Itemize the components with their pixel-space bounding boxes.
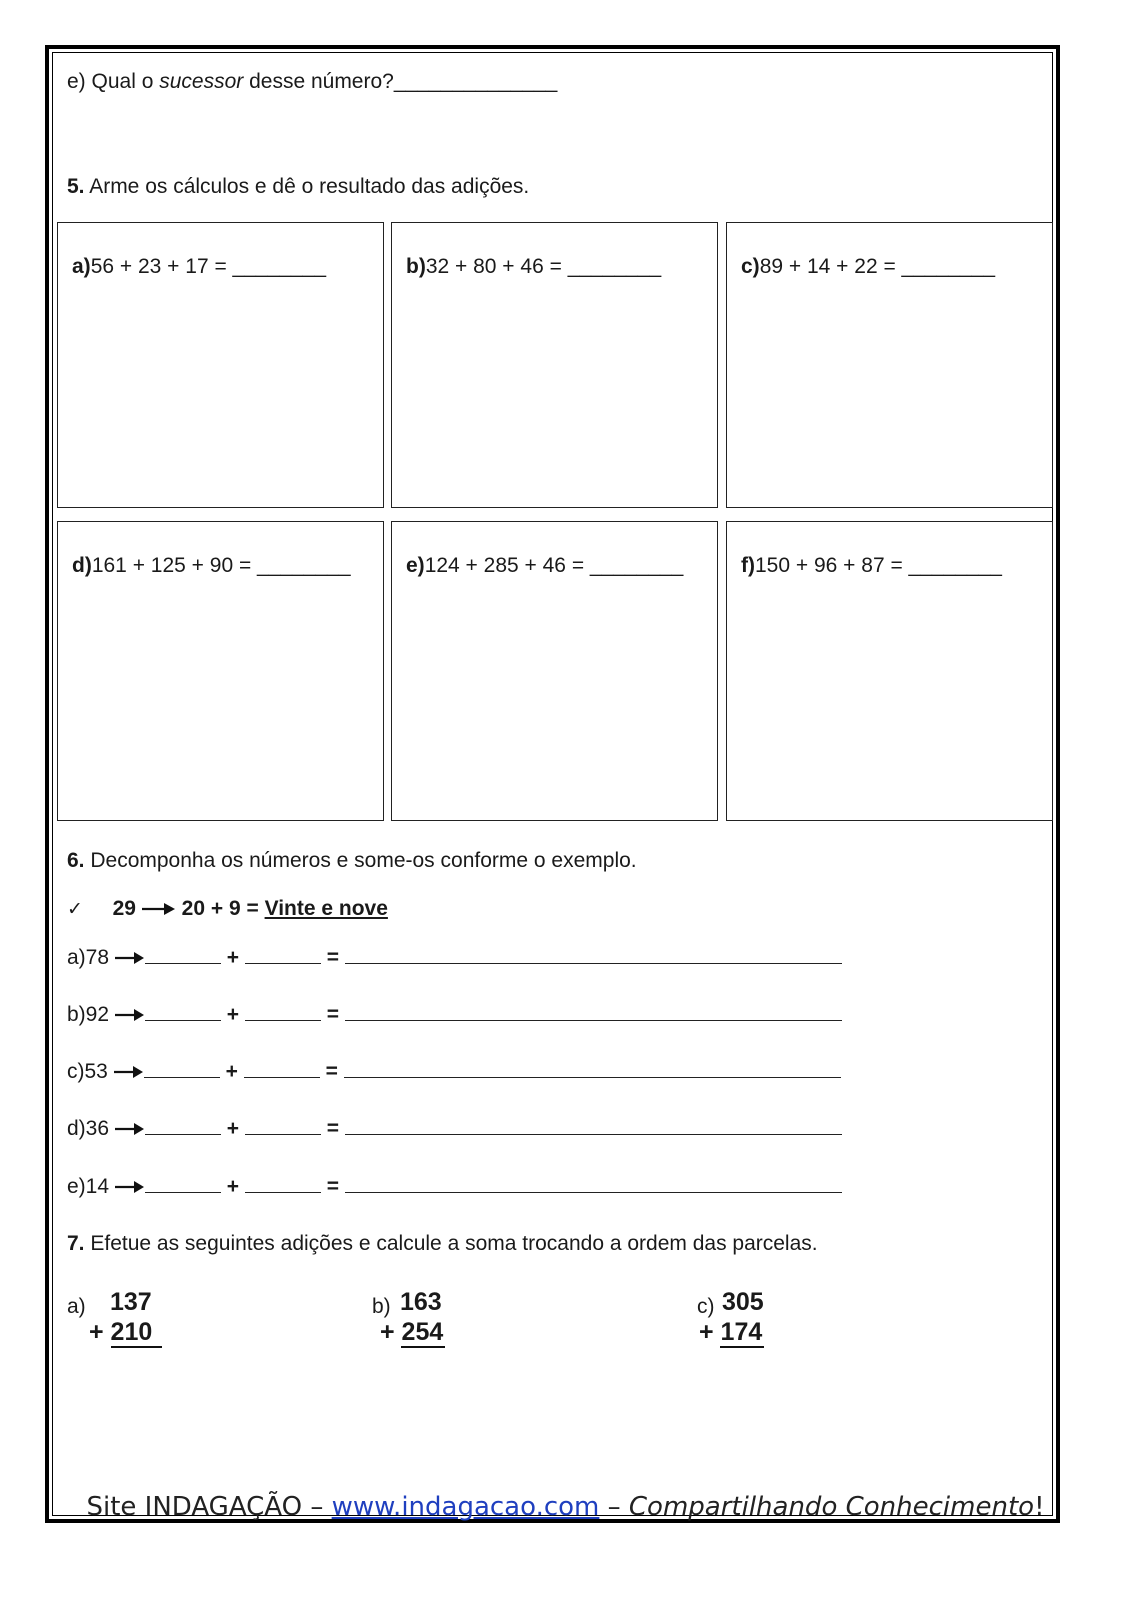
- q7-text: Efetue as seguintes adições e calcule a soma trocando a ordem das parcelas.: [84, 1232, 818, 1255]
- checkmark-icon: ✓: [67, 898, 83, 920]
- tens-blank[interactable]: [145, 1191, 221, 1193]
- q7-number: 7.: [67, 1232, 85, 1255]
- calc-letter: b): [406, 255, 426, 278]
- sum-line: [401, 1346, 445, 1348]
- arrow-right-icon: [115, 951, 145, 965]
- addend-bottom: + 210: [89, 1318, 153, 1346]
- q6-text: Decomponha os números e some-os conforme o exemplo.: [84, 849, 637, 872]
- calc-letter: f): [741, 554, 755, 577]
- calc-letter: a): [72, 255, 91, 278]
- arrow-right-icon: [115, 1008, 145, 1022]
- calc-letter: e): [406, 554, 425, 577]
- calc-box-a: [57, 222, 384, 508]
- addend-bottom: + 174: [699, 1318, 763, 1346]
- equals-sign: =: [326, 1117, 339, 1140]
- equals-sign: =: [325, 1060, 338, 1083]
- footer-dash: –: [599, 1492, 629, 1522]
- q4e-italic: sucessor: [159, 70, 244, 93]
- calc-box-label: [72, 554, 351, 578]
- equals-sign: =: [326, 946, 339, 969]
- q7-letter-b: b): [372, 1295, 391, 1318]
- decomposition-row: [67, 1118, 842, 1139]
- row-label: b)92: [67, 1003, 110, 1026]
- q7-letter-a: a): [67, 1295, 86, 1318]
- calc-letter: d): [72, 554, 92, 577]
- calc-box-e: [391, 521, 718, 821]
- question-4e: [67, 71, 557, 92]
- decomposition-row: [67, 947, 842, 968]
- calc-expression: 89 + 14 + 22 = ________: [759, 255, 995, 278]
- q4e-suffix: desse número?______________: [243, 70, 558, 93]
- question-5-title: [67, 176, 529, 197]
- decomposition-row: [67, 1176, 842, 1197]
- units-blank[interactable]: [244, 1076, 320, 1078]
- plus-sign: +: [226, 1003, 239, 1026]
- calc-box-label: [741, 554, 1002, 578]
- footer-end: !: [1034, 1492, 1045, 1522]
- q7-a-top: 137: [110, 1288, 152, 1316]
- words-blank[interactable]: [344, 1076, 841, 1078]
- calc-box-label: [406, 554, 683, 578]
- q7-b-top: 163: [400, 1288, 442, 1316]
- calc-letter: c): [741, 255, 760, 278]
- calc-box-label: [741, 255, 995, 279]
- q7-letter-c: c): [697, 1295, 715, 1318]
- q5-number: 5.: [67, 175, 85, 198]
- example-words: Vinte e nove: [264, 897, 388, 920]
- units-blank[interactable]: [245, 1019, 321, 1021]
- tens-blank[interactable]: [145, 962, 221, 964]
- footer-link[interactable]: www.indagacao.com: [331, 1492, 600, 1522]
- example-decomposition: 20 + 9 =: [181, 897, 259, 920]
- q7-c-top: 305: [722, 1288, 764, 1316]
- decomposition-row: [67, 1061, 841, 1082]
- footer-site: Site INDAGAÇÃO –: [86, 1492, 332, 1522]
- calc-box-b: [391, 222, 718, 508]
- words-blank[interactable]: [345, 1133, 842, 1135]
- q6-number: 6.: [67, 849, 85, 872]
- q7-c-bottom: [699, 1320, 762, 1345]
- row-label: a)78: [67, 946, 110, 969]
- q7-b-bottom: [380, 1320, 443, 1345]
- question-6-title: [67, 850, 637, 871]
- calc-expression: 150 + 96 + 87 = ________: [755, 554, 1002, 577]
- arrow-right-icon: [115, 1122, 145, 1136]
- calc-expression: 56 + 23 + 17 = ________: [90, 255, 326, 278]
- equals-sign: =: [326, 1003, 339, 1026]
- row-label: d)36: [67, 1117, 110, 1140]
- row-label: e)14: [67, 1175, 110, 1198]
- tens-blank[interactable]: [145, 1133, 221, 1135]
- calc-box-c: [726, 222, 1053, 508]
- calc-expression: 124 + 285 + 46 = ________: [424, 554, 684, 577]
- tens-blank[interactable]: [145, 1019, 221, 1021]
- row-label: c)53: [67, 1060, 108, 1083]
- calc-box-d: [57, 521, 384, 821]
- calc-expression: 161 + 125 + 90 = ________: [91, 554, 351, 577]
- words-blank[interactable]: [345, 1019, 842, 1021]
- tens-blank[interactable]: [144, 1076, 220, 1078]
- q4e-prefix: e) Qual o: [67, 70, 160, 93]
- equals-sign: =: [326, 1175, 339, 1198]
- footer-tagline: Compartilhando Conhecimento: [628, 1492, 1035, 1522]
- sum-line: [720, 1346, 764, 1348]
- q5-text: Arme os cálculos e dê o resultado das adições.: [84, 175, 530, 198]
- sum-line: [111, 1346, 162, 1348]
- units-blank[interactable]: [245, 1191, 321, 1193]
- calc-box-label: [406, 255, 661, 279]
- question-7-title: [67, 1233, 818, 1254]
- units-blank[interactable]: [245, 1133, 321, 1135]
- arrow-right-icon: [114, 1065, 144, 1079]
- words-blank[interactable]: [345, 1191, 842, 1193]
- calc-box-label: [72, 255, 326, 279]
- plus-sign: +: [226, 946, 239, 969]
- calc-box-f: [726, 521, 1053, 821]
- plus-sign: +: [226, 1175, 239, 1198]
- plus-sign: +: [226, 1117, 239, 1140]
- words-blank[interactable]: [345, 962, 842, 964]
- footer: [0, 1492, 1131, 1522]
- decomposition-row: [67, 1004, 842, 1025]
- q7-a-bottom: [89, 1320, 152, 1345]
- plus-sign: +: [225, 1060, 238, 1083]
- example-number: 29: [112, 897, 136, 920]
- calc-expression: 32 + 80 + 46 = ________: [425, 255, 662, 278]
- addend-bottom: + 254: [380, 1318, 444, 1346]
- arrow-right-icon: [142, 902, 176, 916]
- units-blank[interactable]: [245, 962, 321, 964]
- q6-example: [67, 898, 388, 919]
- arrow-right-icon: [115, 1180, 145, 1194]
